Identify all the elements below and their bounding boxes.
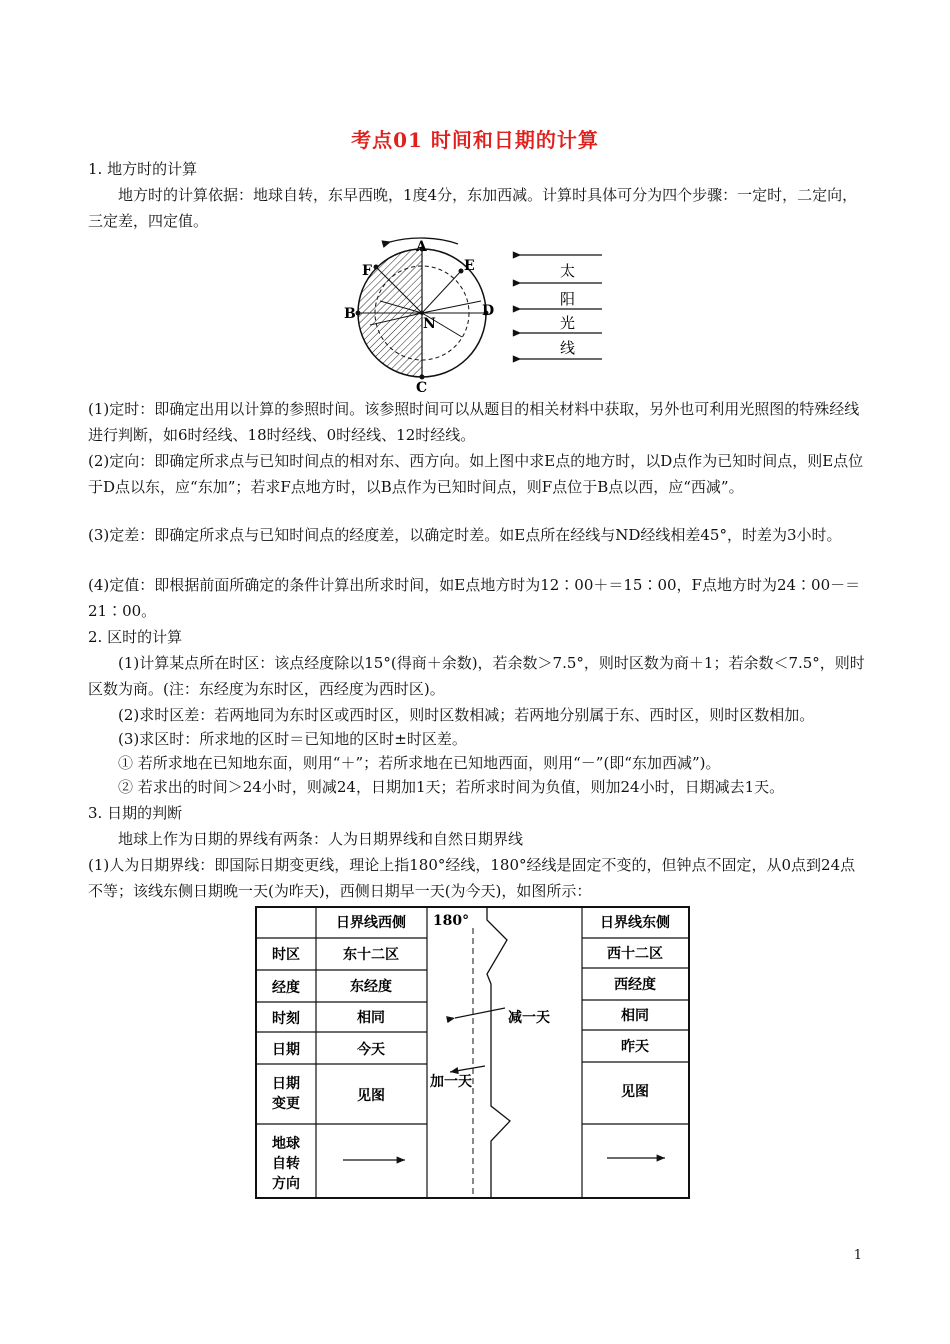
step-1: (1)定时：即确定出用以计算的参照时间。该参照时间可以从题目的相关材料中获取，另外也可利用光照图的特殊经线进行判断，如6时经线、18时经线、0时经线、12时经线。 bbox=[88, 400, 860, 444]
sun-char-2: 阳 bbox=[560, 290, 576, 308]
date-line-figure bbox=[255, 906, 691, 1200]
west-date: 今天 bbox=[357, 1042, 385, 1058]
zone-item-1: (1)计算某点所在时区：该点经度除以15°(得商＋余数)，若余数＞7.5°，则时区数为商＋1；若余数＜7.5°，则时区数为商。(注：东经度为东时区，西经度为西时区)。 bbox=[88, 654, 865, 698]
zone-item-5: ② 若求出的时间＞24小时，则减24，日期加1天；若所求时间为负值，则加24小时，日期减去1天。 bbox=[118, 778, 785, 796]
sun-char-1: 太 bbox=[560, 262, 576, 280]
west-longitude: 东经度 bbox=[350, 979, 392, 995]
east-longitude: 西经度 bbox=[614, 977, 656, 993]
row-label-rotation-3: 方向 bbox=[272, 1176, 300, 1192]
sun-char-3: 光 bbox=[560, 314, 576, 332]
row-label-change-1: 日期 bbox=[272, 1076, 300, 1092]
row-label-zone: 时区 bbox=[272, 947, 300, 963]
zone-item-3: (3)求区时：所求地的区时＝已知地的区时±时区差。 bbox=[118, 730, 467, 748]
point-e-label: E bbox=[464, 258, 475, 274]
west-zone: 东十二区 bbox=[343, 947, 399, 963]
sun-char-4: 线 bbox=[560, 339, 576, 357]
west-time: 相同 bbox=[357, 1010, 385, 1026]
west-header: 日界线西侧 bbox=[336, 915, 406, 931]
row-label-date: 日期 bbox=[272, 1042, 300, 1058]
east-time: 相同 bbox=[621, 1008, 649, 1024]
step-2: (2)定向：即确定所求点与已知时间点的相对东、西方向。如上图中求E点的地方时，以D点作为已知时间点，则E点位于D点以东，应“东加”；若求F点地方时，以B点作为已知时间点，则F点位于B点以西，应“西减”。 bbox=[88, 452, 864, 496]
point-n-label: N bbox=[423, 316, 436, 332]
zone-item-4: ① 若所求地在已知地东面，则用“＋”；若所求地在已知地西面，则用“－”(即“东加西减”)。 bbox=[118, 754, 721, 772]
plus-day-label: 加一天 bbox=[430, 1074, 472, 1090]
point-b-label: B bbox=[344, 306, 356, 322]
east-change: 见图 bbox=[621, 1084, 649, 1100]
row-label-time: 时刻 bbox=[272, 1011, 300, 1027]
polar-view-figure bbox=[330, 232, 620, 394]
section-1-heading: 1. 地方时的计算 bbox=[88, 160, 198, 178]
page-number: 1 bbox=[853, 1248, 862, 1263]
west-change: 见图 bbox=[357, 1088, 385, 1104]
point-a-label: A bbox=[416, 239, 427, 255]
row-label-longitude: 经度 bbox=[272, 980, 300, 996]
international-date-line bbox=[487, 907, 510, 1198]
east-date: 昨天 bbox=[621, 1039, 649, 1055]
point-d-label: D bbox=[482, 303, 495, 319]
section-2-heading: 2. 区时的计算 bbox=[88, 628, 183, 646]
page-title: 考点01 时间和日期的计算 bbox=[351, 128, 599, 152]
section-3-intro: 地球上作为日期的界线有两条：人为日期界线和自然日期界线 bbox=[118, 830, 524, 848]
minus-day-label: 减一天 bbox=[508, 1010, 550, 1026]
row-label-change-2: 变更 bbox=[272, 1096, 300, 1112]
section-3-p1: (1)人为日期界线：即国际日期变更线，理论上指180°经线，180°经线是固定不变的，但钟点不固定，从0点到24点不等；该线东侧日期晚一天(为昨天)，西侧日期早一天(为今天)，如图所示： bbox=[88, 856, 856, 900]
east-zone: 西十二区 bbox=[607, 946, 663, 962]
row-label-rotation-1: 地球 bbox=[272, 1136, 300, 1152]
zone-item-2: (2)求时区差：若两地同为东时区或西时区，则时区数相减；若两地分别属于东、西时区，则时区数相加。 bbox=[118, 706, 815, 724]
east-header: 日界线东侧 bbox=[600, 915, 670, 931]
step-4: (4)定值：即根据前面所确定的条件计算出所求时间，如E点地方时为12∶00＋＝15∶00，F点地方时为24∶00－＝21∶00。 bbox=[88, 576, 861, 620]
section-3-heading: 3. 日期的判断 bbox=[88, 804, 183, 822]
section-1-intro: 地方时的计算依据：地球自转，东早西晚，1度4分，东加西减。计算时具体可分为四个步骤：一定时，二定向，三定差，四定值。 bbox=[88, 186, 858, 230]
point-c-label: C bbox=[416, 380, 428, 394]
point-f-label: F bbox=[362, 263, 372, 279]
row-label-rotation-2: 自转 bbox=[272, 1156, 300, 1172]
step-3: (3)定差：即确定所求点与已知时间点的经度差，以确定时差。如E点所在经线与ND经线相差45°，时差为3小时。 bbox=[88, 526, 842, 544]
line-label-180: 180° bbox=[432, 913, 470, 929]
